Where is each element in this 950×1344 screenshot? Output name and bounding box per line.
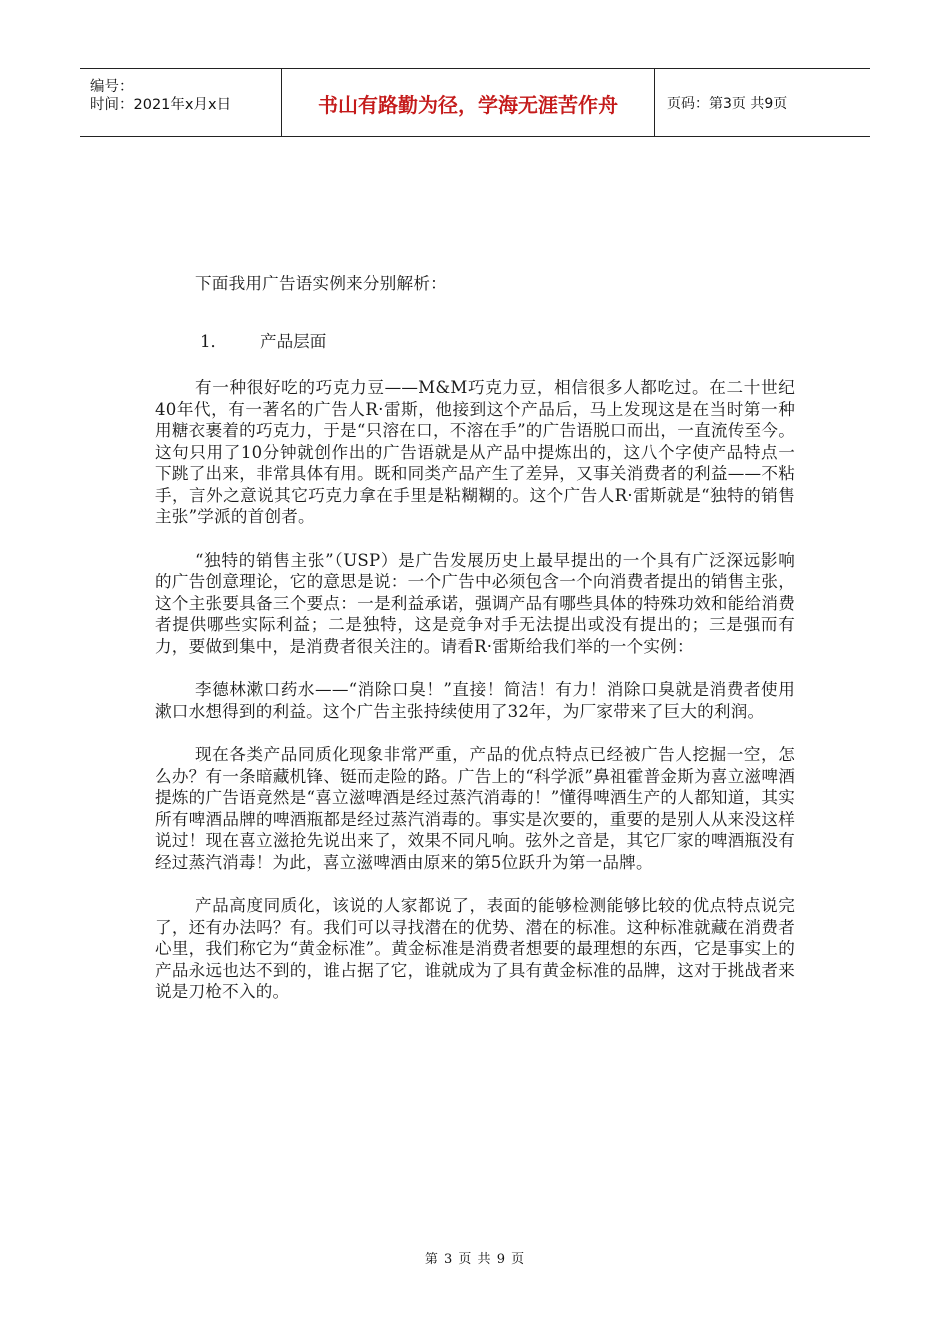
body-paragraph: 产品高度同质化，该说的人家都说了，表面的能够检测能够比较的优点特点说完了，还有办法吗？有。我们可以寻找潜在的优势、潜在的标准。这种标准就藏在消费者心里，我们称它为“黄金标准”。黄金标准是消费者想要的最理想的东西，它是事实上的产品永远也达不到的，谁占据了它，谁就成为了具有黄金标准的品牌，这对于挑战者来说是刀枪不入的。 — [155, 896, 795, 1001]
header-page-cell — [655, 69, 870, 136]
header-meta-cell — [80, 69, 282, 136]
section-heading — [155, 331, 795, 377]
header-motto: 书山有路勤为径，学海无涯苦作舟 — [318, 93, 618, 117]
document-body — [155, 273, 795, 1025]
body-paragraph: 李德林漱口药水——“消除口臭！”直接！简洁！有力！消除口臭就是消费者使用漱口水想得到的利益。这个广告主张持续使用了32年，为厂家带来了巨大的利润。 — [155, 680, 795, 721]
body-paragraph: 有一种很好吃的巧克力豆——M&M巧克力豆，相信很多人都吃过。在二十世纪40年代，有一著名的广告人R·雷斯，他接到这个产品后，马上发现这是在当时第一种用糖衣裹着的巧克力，于是“只溶在口，不溶在手”的广告语脱口而出，一直流传至今。这句只用了10分钟就创作出的广告语就是从产品中提炼出的，这八个字使产品特点一下跳了出来，非常具体有用。既和同类产品产生了差异，又事关消费者的利益——不粘手，言外之意说其它巧克力拿在手里是粘糊糊的。这个广告人R·雷斯就是“独特的销售主张”学派的首创者。 — [155, 378, 795, 526]
page-footer: 第 3 页 共 9 页 — [424, 1252, 526, 1267]
body-paragraph: 现在各类产品同质化现象非常严重，产品的优点特点已经被广告人挖掘一空，怎么办？有一条暗藏机锋、铤而走险的路。广告上的“科学派”鼻祖霍普金斯为喜立滋啤酒提炼的广告语竟然是“喜立滋啤酒是经过蒸汽消毒的！”懂得啤酒生产的人都知道，其实所有啤酒品牌的啤酒瓶都是经过蒸汽消毒的。事实是次要的，重要的是别人从来没这样说过！现在喜立滋抢先说出来了，效果不同凡响。弦外之音是，其它厂家的啤酒瓶没有经过蒸汽消毒！为此，喜立滋啤酒由原来的第5位跃升为第一品牌。 — [155, 745, 795, 872]
header-page-info: 页码：第3页 共9页 — [667, 96, 788, 112]
document-header — [80, 68, 870, 137]
document-date-label: 时间：2021年x月x日 — [90, 97, 232, 113]
body-paragraph: “独特的销售主张”（USP）是广告发展历史上最早提出的一个具有广泛深远影响的广告创意理论，它的意思是说：一个广告中必须包含一个向消费者提出的销售主张，这个主张要具备三个要点：一是利益承诺，强调产品有哪些具体的特殊功效和能给消费者提供哪些实际利益；二是独特，这是竞争对手无法提出或没有提出的；三是强而有力，要做到集中，是消费者很关注的。请看R·雷斯给我们举的一个实例： — [155, 550, 795, 656]
header-motto-cell — [282, 69, 655, 136]
document-number-label: 编号： — [90, 79, 134, 95]
section-title: 产品层面 — [260, 332, 327, 351]
intro-paragraph: 下面我用广告语实例来分别解析： — [195, 274, 447, 293]
section-number: 1． — [200, 332, 228, 351]
